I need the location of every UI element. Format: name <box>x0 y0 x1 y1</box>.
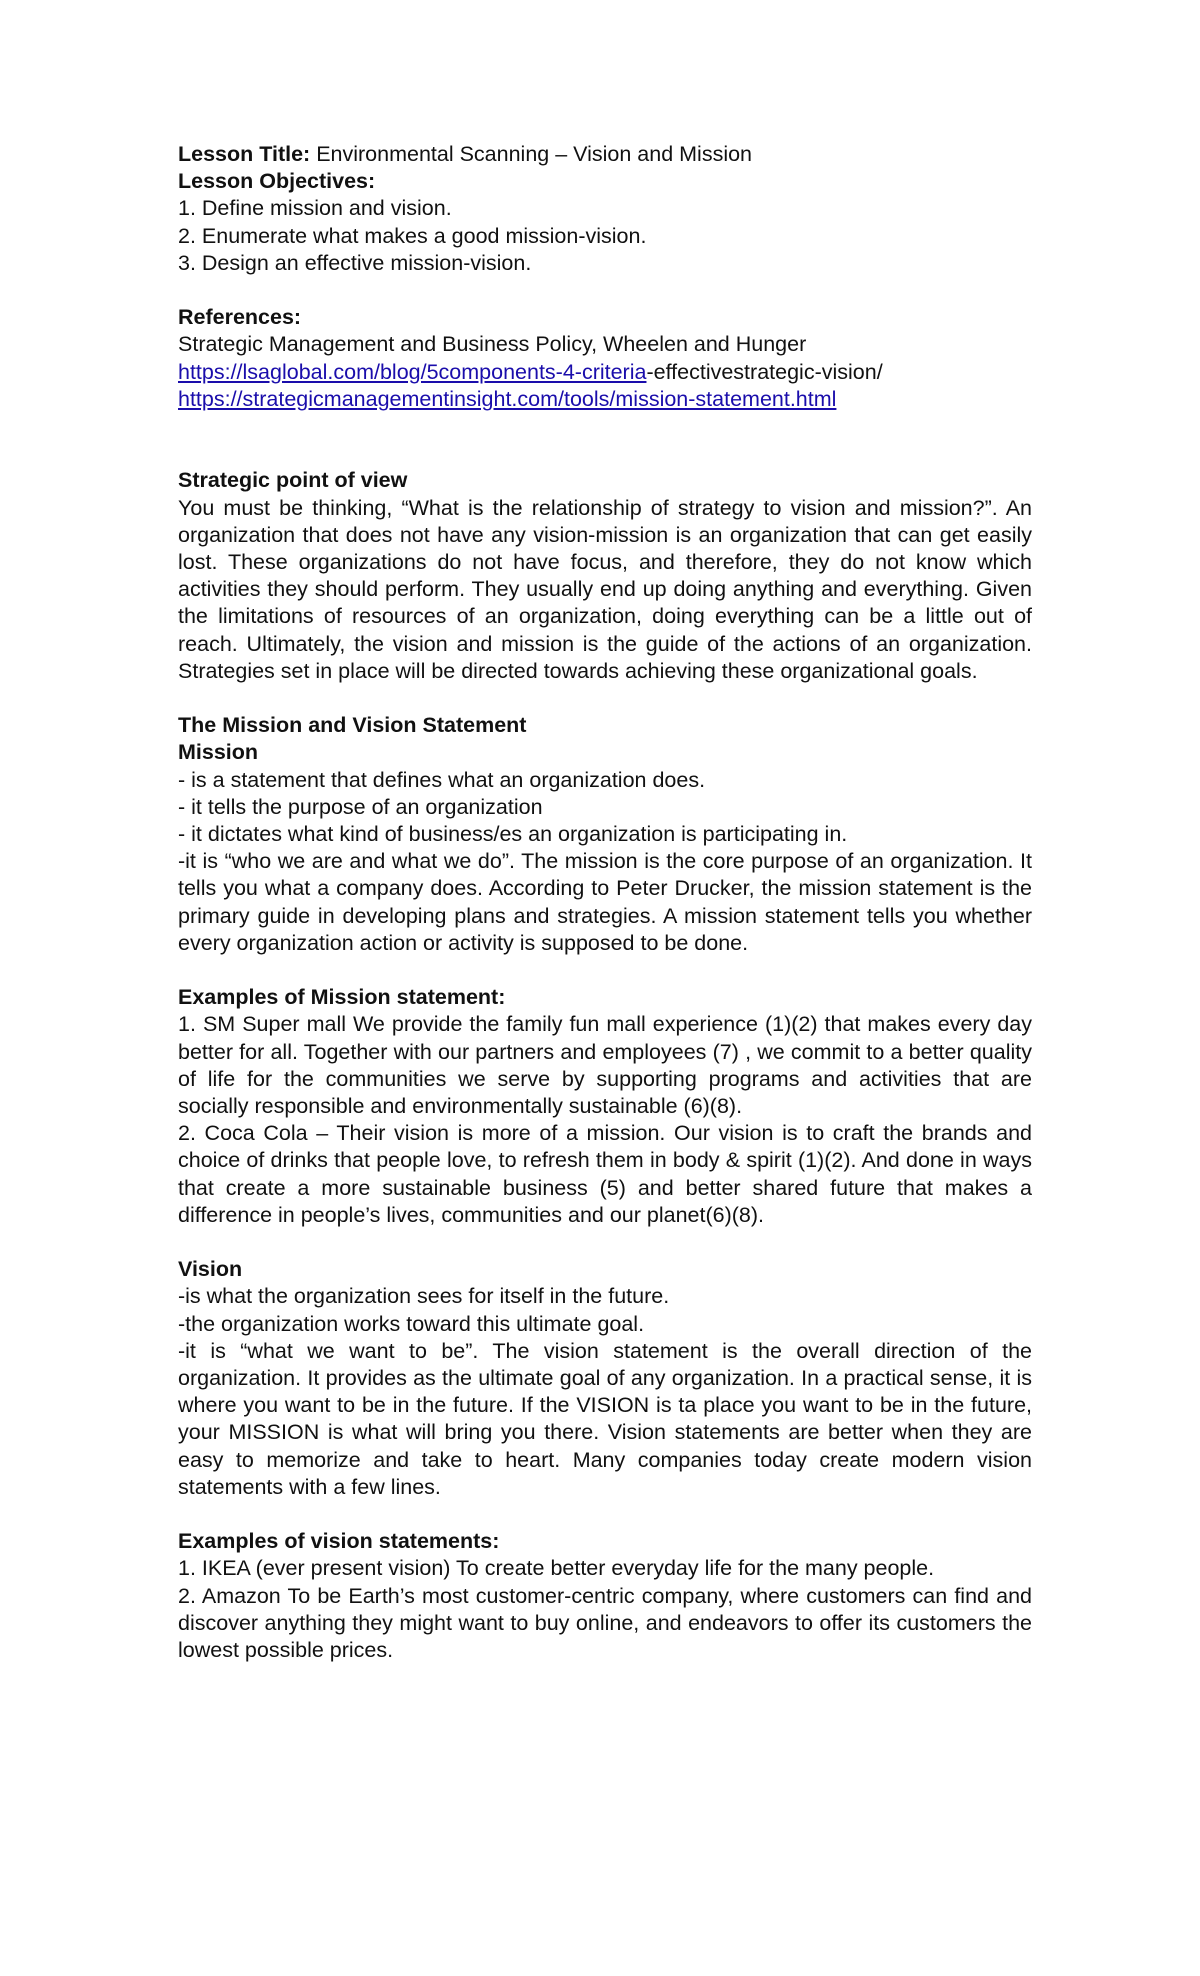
reference-book: Strategic Management and Business Policy, Wheelen and Hunger <box>178 332 807 357</box>
vision-heading: Vision <box>178 1257 243 1282</box>
objectives-label: Lesson Objectives: <box>178 169 376 194</box>
vision-example-2: 2. Amazon To be Earth’s most customer-centric company, where customers can find and discover anything they might want to buy online, and endeavors to offer its customers the lowest possible prices. <box>178 1583 1032 1663</box>
mission-example-1: 1. SM Super mall We provide the family fun mall experience (1)(2) that makes every day better for all. Together with our partners and employees (7) , we commit to a better quality of life for the communities we serve by supporting programs and activities that are socially responsible and environmentally sustainable (6)(8). <box>178 1012 1032 1119</box>
mission-paragraph: -it is “who we are and what we do”. The mission is the core purpose of an organization. It tells you what a company does. According to Peter Drucker, the mission statement is the primary guide in developing plans and strategies. A mission statement tells you whether every organization action or activity is supposed to be done. <box>178 849 1032 955</box>
mission-point-3: - it dictates what kind of business/es an organization is participating in. <box>178 822 848 847</box>
vision-point-1: -is what the organization sees for itself in the future. <box>178 1284 670 1309</box>
vision-point-2: -the organization works toward this ultimate goal. <box>178 1311 645 1336</box>
mission-vision-heading: The Mission and Vision Statement <box>178 713 527 738</box>
strategic-heading: Strategic point of view <box>178 468 408 493</box>
vision-paragraph: -it is “what we want to be”. The vision statement is the overall direction of the organization. It provides as the ultimate goal of any organization. In a practical sense, it is where you want to be in the future. If the VISION is ta place you want to be in the future, your MISSION is what will bring you there. Vision statements are better when they are easy to memorize and take to heart. Many companies today create modern vision statements with a few lines. <box>178 1338 1032 1499</box>
vision-example-1: 1. IKEA (ever present vision) To create better everyday life for the many people. <box>178 1556 935 1581</box>
mission-example-2: 2. Coca Cola – Their vision is more of a mission. Our vision is to craft the brands and choice of drinks that people love, to refresh them in body & spirit (1)(2). And done in ways that create a more sustainable business (5) and better shared future that makes a difference in people’s lives, communities and our planet(6)(8). <box>178 1121 1032 1227</box>
objective-item-3: 3. Design an effective mission-vision. <box>178 250 532 275</box>
mission-point-1: - is a statement that defines what an organization does. <box>178 767 706 792</box>
strategic-paragraph: You must be thinking, “What is the relationship of strategy to vision and mission?”. An organization that does not have any vision-mission is an organization that can get easily lost. These organizations do not have focus, and therefore, they do not know which activities they should perform. They usually end up doing anything and everything. Given the limitations of resources of an organization, doing everything can be a little out of reach. Ultimately, the vision and mission is the guide of the actions of an organization. Strategies set in place will be directed towards achieving these organizational goals. <box>178 495 1032 683</box>
reference-link-2-line <box>178 386 1032 413</box>
reference-link-1-line <box>178 359 1032 386</box>
reference-link-1-rest: -effectivestrategic-vision/ <box>646 359 883 384</box>
mission-point-2: - it tells the purpose of an organization <box>178 794 543 819</box>
reference-link-1[interactable]: https://lsaglobal.com/blog/5components-4-criteria <box>178 359 647 384</box>
objective-item-1: 1. Define mission and vision. <box>178 196 452 221</box>
lesson-title-line <box>178 141 1032 168</box>
objective-item-2: 2. Enumerate what makes a good mission-vision. <box>178 223 647 248</box>
document-page <box>178 141 1032 1664</box>
mission-heading: Mission <box>178 740 259 765</box>
vision-examples-heading: Examples of vision statements: <box>178 1529 500 1554</box>
lesson-title: Environmental Scanning – Vision and Mission <box>310 142 753 166</box>
lesson-title-label: Lesson Title: <box>178 142 311 166</box>
mission-examples-heading: Examples of Mission statement: <box>178 985 506 1010</box>
reference-link-2[interactable]: https://strategicmanagementinsight.com/tools/mission-statement.html <box>178 386 837 411</box>
references-heading: References: <box>178 305 302 330</box>
